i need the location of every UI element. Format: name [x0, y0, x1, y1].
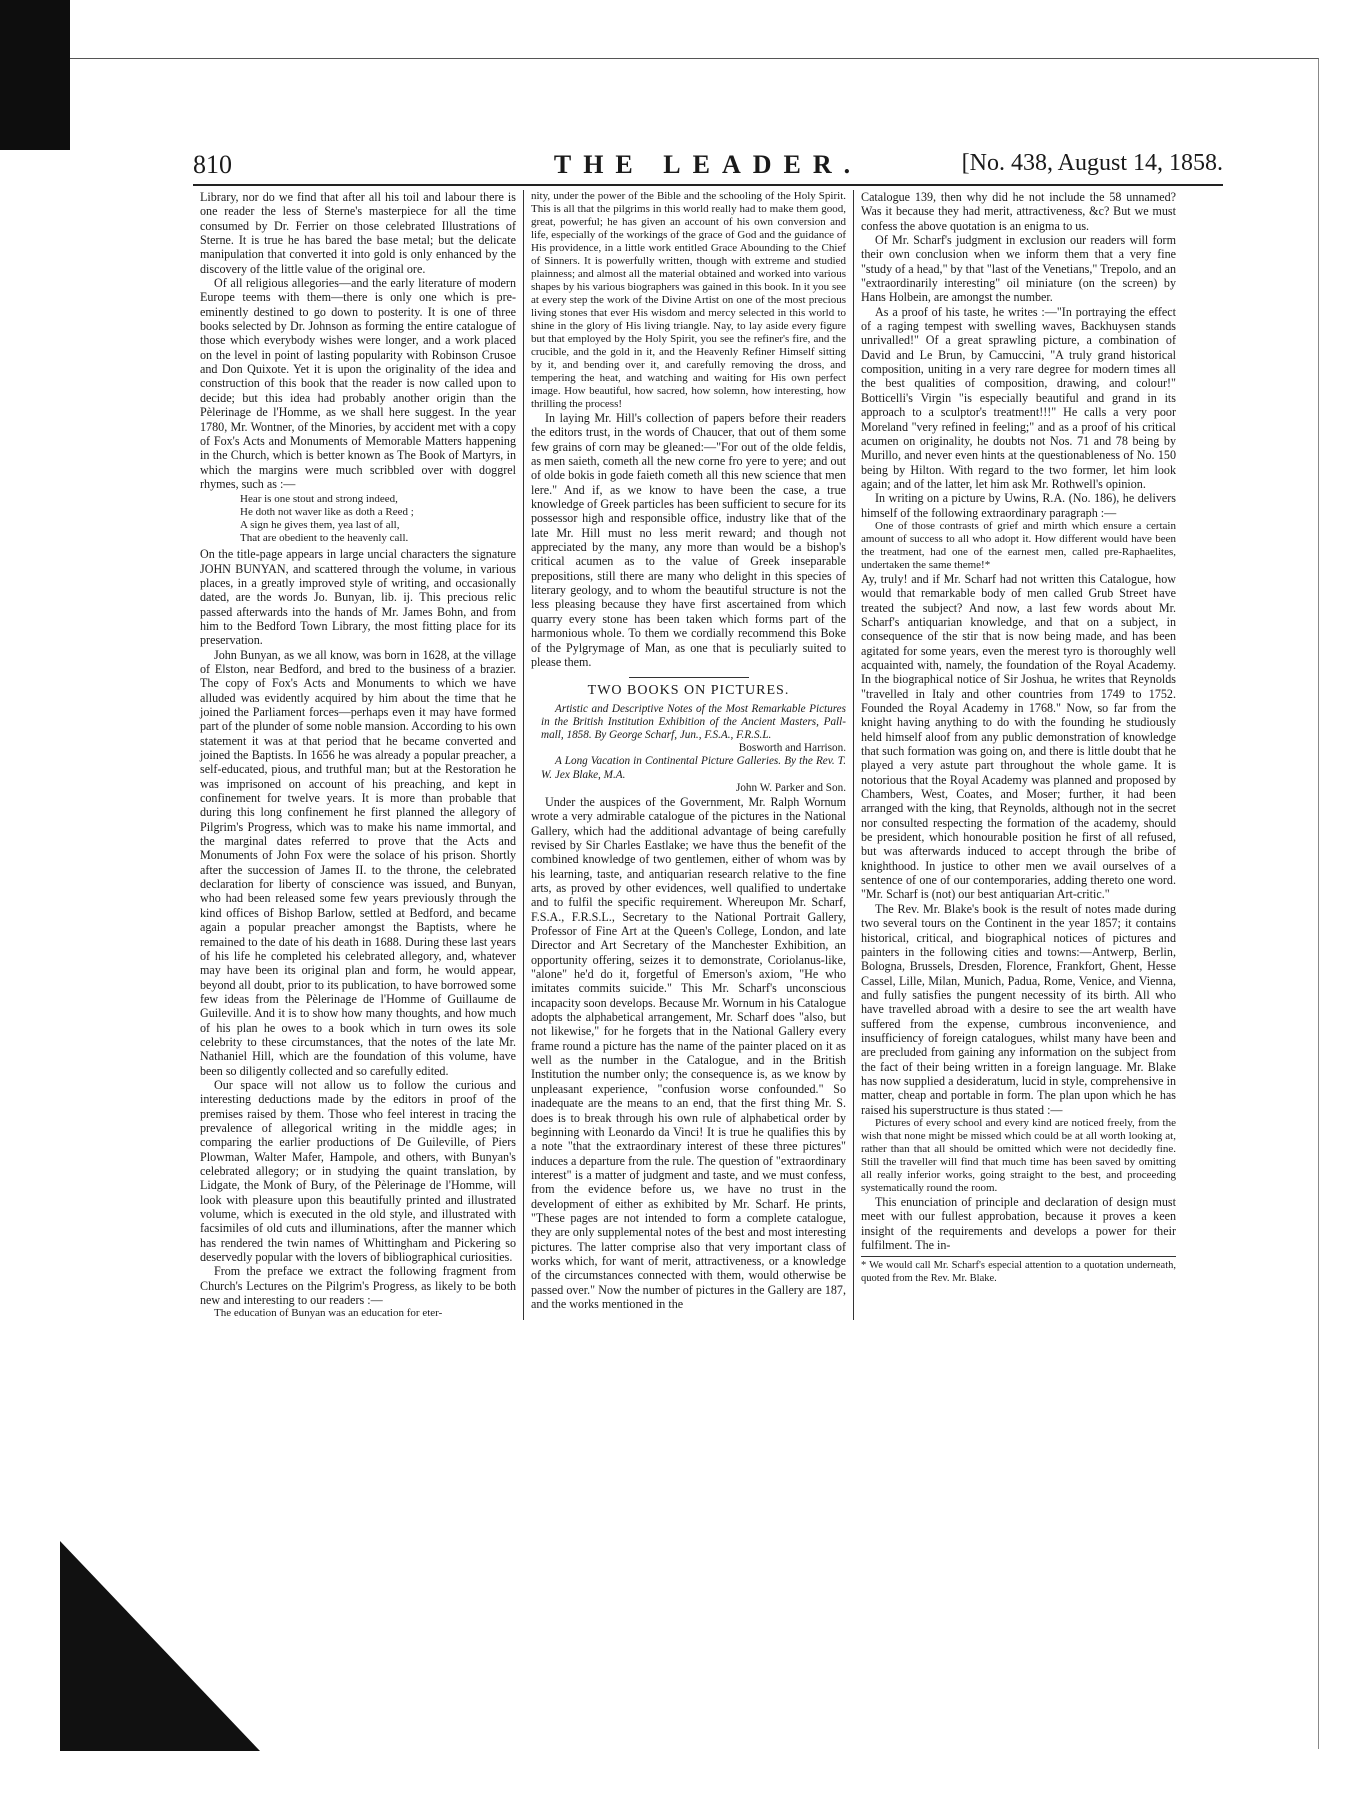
verse-quote [240, 493, 516, 545]
quoted-paragraph: Pictures of every school and every kind are noticed freely, from the wish that none might be missed which could be at all worth looking at, rather than that all should be omitted which were not decidedly fine. Still the traveller will find that much time has been saved by omitting all really inferior works, going straight to the best, and proceeding systematically round the room. [861, 1116, 1176, 1194]
column-3 [853, 190, 1183, 1320]
paragraph: Library, nor do we find that after all his toil and labour there is one reader the less of Sterne's masterpiece for all the time consumed by Dr. Ferrier on those celebrated Illustrations of Sterne. It is true he has bared the base metal; but the delicate manipulation that converted it into gold is only enhanced by the discovery of the little value of the original ore. [200, 190, 516, 276]
issue-date: [No. 438, August 14, 1858. [961, 150, 1223, 176]
section-title: TWO BOOKS ON PICTURES. [587, 683, 790, 699]
book-citation: Artistic and Descriptive Notes of the Most Remarkable Pictures in the British Institution Exhibition of the Ancient Masters, Pall-mall, 1858. By George Scharf, Jun., F.S.A., F.R.S.L. [541, 702, 846, 741]
column-2 [523, 190, 853, 1320]
paragraph: Catalogue 139, then why did he not include the 58 unnamed? Was it because they had merit, attractiveness, &c? But we must confess the above quotation is an enigma to us. [861, 190, 1176, 233]
paragraph: The Rev. Mr. Blake's book is the result of notes made during two several tours on the Continent in the year 1857; it contains historical, critical, and biographical notices of pictures and painters in the following cities and towns:—Antwerp, Berlin, Bologna, Brussels, Dresden, Florence, Frankfort, Ghent, Hesse Cassel, Lille, Milan, Munich, Padua, Rome, Venice, and Vienna, and fully satisfies the pungent necessity of its birth. All who have travelled abroad with a desire to see the art wealth have suffered from the expense, cumbrous inconvenience, and insufficiency of foreign catalogues, whilst many have been and are precluded from gaining any information on the subject from the fact of their being written in a foreign language. Mr. Blake has now supplied a desideratum, lucid in style, comprehensive in matter, cheap and portable in form. The plan upon which he has raised his superstructure is thus stated :— [861, 901, 1176, 1117]
verse-line: He doth not waver like as doth a Reed ; [240, 506, 414, 519]
quoted-paragraph: The education of Bunyan was an education for eter- [214, 1307, 443, 1320]
publisher: John W. Parker and Son. [735, 781, 846, 794]
newspaper-page [193, 150, 1223, 1320]
paragraph: Of all religious allegories—and the early literature of modern Europe teems with them—there is only one which is pre-eminently destined to go down to posterity. It is one of three books selected by Dr. Johnson as forming the entire catalogue of those which everybody wishes were longer, and a work placed on the level in point of lasting popularity with Robinson Crusoe and Don Quixote. Yet it is upon the originality of the idea and construction of this book that the reader is now called upon to decide; but this idea had probably another origin than the Pèlerinage de l'Homme, as we shall here suggest. In the year 1780, Mr. Wontner, of the Minories, by accident met with a copy of Fox's Acts and Monuments of Memorable Matters happening in the Church, which is better known as The Book of Martyrs, in which the margins were much scribbled over with doggrel rhymes, such as :— [200, 276, 516, 491]
page-number: 810 [193, 150, 232, 179]
section-divider [629, 677, 749, 678]
paragraph: Our space will not allow us to follow the curious and interesting deductions made by the editors in proof of the premises raised by them. Those who feel interest in tracing the prevalence of allegorical writing in the middle ages; in comparing the earlier productions of De Guileville, of Piers Plowman, Walter Mafer, Hampole, and others, with Bunyan's celebrated allegory; or in studying the quaint translation, by Lidgate, the Monk of Bury, of the Pèlerinage de l'Homme, will look with pleasure upon this beautifully printed and illustrated volume, which is executed in the old style, and illustrated with facsimiles of old cuts and illuminations, after the manner which has rendered the twin names of Whittingham and Pickering so deservedly popular with the lovers of bibliographical curiosities. [200, 1077, 516, 1265]
paragraph: In laying Mr. Hill's collection of papers before their readers the editors trust, in the words of Chaucer, that out of them some few grains of corn may be gleaned:—"For out of the olde feldis, as men saieth, cometh all the new corne fro yere to yere; and out of olde bokis in gode faieth cometh all this new science that men lere." And if, as we know to have been the case, a true knowledge of Greek particles has been sufficient to secure for its possessor high and responsible office, industry like that of the late Mr. Hill must no less merit reward; and though not appreciated by the many, any more than would be a bishop's critical acumen as to the value of Greek inseparable prepositions, still there are many who delight in this species of literary geology, and to whom the beautiful structure is not the less pleasing because they have first ascertained from which quarry every stone has been taken which forms part of the harmonious whole. To them we cordially recommend this Boke of the Pylgrymage of Man, as one that is peculiarly suited to please them. [531, 411, 846, 669]
masthead-title: THE LEADER. [553, 150, 863, 179]
quoted-paragraph: One of those contrasts of grief and mirth which ensure a certain amount of success to all who adopt it. How different would have been the treatment, had one of the earnest men, called pre-Raphaelites, undertaken the same theme!* [861, 519, 1176, 571]
paragraph: Under the auspices of the Government, Mr. Ralph Wornum wrote a very admirable catalogue of the pictures in the National Gallery, which had the additional advantage of being carefully revised by Sir Charles Eastlake; we have thus the benefit of the combined knowledge of two gentlemen, either of whom was by his learning, taste, and antiquarian research relative to the fine arts, as proved by other evidences, well qualified to undertake and to fulfil the specific requirement. Whereupon Mr. Scharf, F.S.A., F.R.S.L., Secretary to the National Portrait Gallery, Professor of Fine Art at the Queen's College, London, and late Director and Art Secretary of the Manchester Exhibition, an opportunity offering, seizes it to demonstrate, Coriolanus-like, "alone" he'd do it, forgetful of Emerson's axiom, "He who imitates commits suicide." This Mr. Scharf's unconscious incapacity soon develops. Because Mr. Wornum in his Catalogue adopts the alphabetical arrangement, Mr. Scharf does "also, but not likewise," for he forgets that in the National Gallery every frame round a picture has the name of the painter placed on it as well as the number in the Catalogue, and in the British Institution the number only; the consequence is, as we know by unpleasant experience, "confusion worse confounded." So inadequate are the means to an end, that the first thing Mr. S. does is to break through his own rule of alphabetical order by beginning with Leonardo da Vinci! It is true he qualifies this by a note "that the extraordinary interest of these three pictures" induces a departure from the rule. The question of "extraordinary interest" is a matter of judgment and taste, and we must confess, from the evidence before us, we have no trust in the development of either as exhibited by Mr. Scharf. He prints, "These pages are not intended to form a complete catalogue, they are only supplemental notes of the best and most interesting pictures. The latter comprise also that very important class of works which, for want of merit, attractiveness, or a knowledge of the circumstances connected with them, would otherwise be passed over." Now the number of pictures in the Gallery are 187, and the works mentioned in the [531, 794, 847, 1311]
paragraph: From the preface we extract the following fragment from Church's Lectures on the Pilgrim's Progress, as likely to be both new and interesting to our readers :— [200, 1264, 516, 1308]
paragraph: In writing on a picture by Uwins, R.A. (No. 186), he delivers himself of the following extraordinary paragraph :— [861, 491, 1176, 520]
paragraph: On the title-page appears in large uncial characters the signature JOHN BUNYAN, and scattered through the volume, in various places, in a greatly improved style of writing, and occasionally dated, are the words Jo. Bunyan, lib. ij. This precious relic passed afterwards into the hands of Mr. James Bohn, and from him to the Bedford Town Library, the most fitting place for its preservation. [200, 547, 516, 648]
paragraph: As a proof of his taste, he writes :—"In portraying the effect of a raging tempest with swelling waves, Backhuysen stands unrivalled!" Of a great sprawling picture, a combination of David and Le Brun, by Camuccini, "A truly grand historical composition, uniting in a very rare degree for modern times all the best qualities of composition, drawing, and colour!" Botticelli's Virgin "is especially beautiful and grand in its approach to a sculptor's treatment!!!" He calls a very poor Moreland "very refined in feeling;" and as a proof of his critical acumen on originality, he doubts not Nos. 71 and 78 being by Murillo, and never even hints at the questionableness of No. 150 being by Hilton. With regard to the two former, let him look again; and of the latter, let him ask Mr. Rothwell's opinion. [861, 304, 1176, 491]
verse-line: A sign he gives them, yea last of all, [240, 519, 400, 532]
scan-corner-shadow-bottom [60, 1541, 260, 1751]
quoted-paragraph: nity, under the power of the Bible and the schooling of the Holy Spirit. This is all that the pilgrims in this world really had to make them good, great, powerful; he has given an account of his own conversion and life, especially of the workings of the grace of God and the guidance of His providence, in a little work entitled Grace Abounding to the Chief of Sinners. It is powerfully written, though with extreme and studied plainness; and almost all the material obtained and worked into various shapes by his various biographers was gained in this book. In it you see at every step the work of the Divine Artist on one of the most precious living stones that ever His wisdom and mercy selected in this world to shine in the glory of His living triangle. Nay, to lay aside every figure but that employed by the Holy Spirit, you see the refiner's fire, and the crucible, and the gold in it, and the Heavenly Refiner Himself sitting by it, and bending over it, and carefully removing the dross, and tempering the heat, and watching and waiting for His own perfect image. How beautiful, how sacred, how solemn, how interesting, how thrilling the process! [531, 190, 846, 410]
footnote: * We would call Mr. Scharf's especial attention to a quotation underneath, quoted from the Rev. Mr. Blake. [861, 1256, 1176, 1285]
paragraph: Of Mr. Scharf's judgment in exclusion our readers will form their own conclusion when we inform them that a very fine "study of a head," by that "last of the Venetians," Trepolo, and an "extraordinarily interesting" oil miniature (on the screen) by Hans Holbein, are amongst the number. [861, 233, 1176, 305]
verse-line: That are obedient to the heavenly call. [240, 532, 409, 545]
paragraph: This enunciation of principle and declaration of design must meet with our fullest approbation, because it proves a keen insight of the requirements and develops a power for their fulfilment. The in- [861, 1194, 1176, 1252]
text-columns [193, 190, 1223, 1320]
scan-corner-shadow [0, 0, 70, 150]
publisher: Bosworth and Harrison. [738, 742, 846, 755]
column-1 [193, 190, 523, 1320]
page-header [193, 150, 1223, 186]
book-citation: A Long Vacation in Continental Picture Galleries. By the Rev. T. W. Jex Blake, M.A. [541, 755, 846, 781]
paragraph: John Bunyan, as we all know, was born in 1628, at the village of Elston, near Bedford, and bred to the business of a brazier. The copy of Fox's Acts and Monuments to which we have alluded was evidently acquired by him about the time that he joined the Parliament forces—perhaps even it may have formed part of the plunder of some noble mansion. According to his own statement it was at that period that he became converted and joined the Baptists. In 1656 he was already a popular preacher, a self-educated, pious, and truthful man; but at the Restoration he was imprisoned on account of his preaching, and kept in confinement for twelve years. It is more than probable that during this long confinement he first planned the allegory of Pilgrim's Progress, which was to make his name immortal, and the marginal dates referred to prove that the Acts and Monuments of John Fox were the solace of his prison. Shortly after the succession of James II. to the throne, the celebrated declaration for liberty of conscience was issued, and Bunyan, who had been released some few years previously through the kind offices of Bishop Barlow, settled at Bedford, and became again a popular preacher amongst the Baptists, where he remained to the date of his death in 1688. During these last years of his life he completed his celebrated allegory, and, whatever may have been its original plan and form, he would appear, beyond all doubt, prior to its publication, to have borrowed some few ideas from the Pèlerinage de l'Homme of Guillaume de Guileville. And it is to show how many thoughts, and how much of his plan he owes to a book which in turn owes its sole celebrity to these circumstances, that the notes of the late Mr. Nathaniel Hill, which are the foundation of this volume, have been so diligently collected and so carefully edited. [200, 647, 516, 1078]
verse-line: Hear is one stout and strong indeed, [240, 493, 398, 506]
paragraph: Ay, truly! and if Mr. Scharf had not written this Catalogue, how would that remarkable body of men called Grub Street have treated the subject? And now, a last few words about Mr. Scharf's antiquarian knowledge, and that on a subject, in consequence of the stir that is now being made, and has been agitated for some years, even the merest tyro is thoroughly well acquainted with, namely, the foundation of the Royal Academy. In the biographical notice of Sir Joshua, he writes that Reynolds "travelled in Italy and other countries from 1749 to 1752. Founded the Royal Academy in 1768." Now, so far from the knight having anything to do with the founding he studiously held himself aloof from any public demonstration of knowledge that such formation was going on, and there is little doubt that he played a very astute part throughout the whole game. It is notorious that the Royal Academy was planned and proposed by Chambers, West, Coates, and Moser; further, it had been arranged with the king, that Reynolds, although not in the secret nor consulted respecting the formation of the academy, should be president, which honourable position he first of all refused, but was afterwards induced to accept through the bribe of knighthood. In justice to other men we avail ourselves of a sentence of one of our contemporaries, adding thereto one word. "Mr. Scharf is (not) our best antiquarian Art-critic." [861, 571, 1176, 902]
